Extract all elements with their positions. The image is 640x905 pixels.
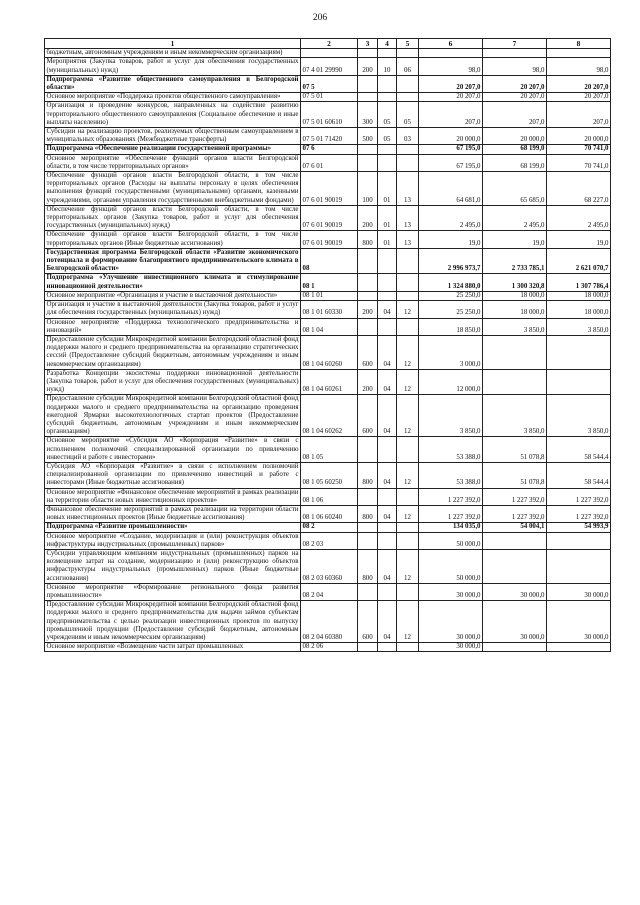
- row-expense-type-cell: [358, 248, 378, 274]
- row-amount-year1-cell: 19,0: [419, 231, 483, 248]
- row-name-cell: Предоставление субсидии Микрокредитной компании Белгородский областной фонд поддержки малого и среднего предпринимательства для выдачи займов субъектам предпринимательства с целью реализации инвестиционных проектов по выпуску промышленной продукции (Предоставление субсидий бюджетным, автономным учреждениям и иным некоммерческим организациям): [46, 601, 299, 642]
- row-section-cell: 01: [378, 205, 397, 231]
- row-code-cell: 07 5 01 60610: [301, 102, 358, 128]
- row-section-cell: [378, 488, 397, 505]
- table-row: [45, 172, 611, 206]
- table-row: [45, 301, 611, 318]
- row-amount-year3-cell: [547, 643, 611, 652]
- budget-table: [44, 38, 611, 652]
- row-name-cell: Субсидия АО «Корпорация «Развитие» в связи с исполнением полномочий специализированной организации по привлечению инвестиций и работе с инвесторами (Иные бюджетные ассигнования): [46, 462, 299, 487]
- row-code-cell: 08 1 01: [301, 291, 358, 300]
- row-amount-year1-cell: 50 000,0: [419, 549, 483, 583]
- row-code-cell: 08 1: [301, 274, 358, 291]
- row-amount-year2-cell: 54 004,1: [483, 523, 547, 532]
- table-row: [45, 549, 611, 583]
- row-code-cell: 08 1 05 60250: [301, 462, 358, 488]
- table-row: [45, 601, 611, 643]
- row-section-cell: [378, 49, 397, 58]
- table-row: [45, 248, 611, 274]
- row-section-cell: [378, 437, 397, 463]
- table-row: [45, 523, 611, 532]
- row-amount-year1-cell: 134 035,0: [419, 523, 483, 532]
- table-row: [45, 93, 611, 102]
- row-code-cell: 08 2 03: [301, 532, 358, 549]
- row-name-cell: Субсидии управляющим компаниям индустриальных (промышленных) парков на возмещение затрат на создание, модернизацию и (или) реконструкцию объектов инфраструктуры индустриальных (промышленных) парков (Иные бюджетные ассигнования): [46, 549, 299, 582]
- table-header-row: [45, 39, 611, 49]
- table-row: [45, 583, 611, 600]
- row-section-cell: 04: [378, 601, 397, 643]
- row-amount-year1-cell: 30 000,0: [419, 643, 483, 652]
- row-name-cell: Подпрограмма «Улучшение инвестиционного климата и стимулирование инновационной деятельности»: [46, 274, 299, 290]
- row-section-cell: [378, 274, 397, 291]
- row-subsection-cell: 12: [397, 549, 419, 583]
- row-expense-type-cell: [358, 318, 378, 335]
- row-amount-year1-cell: [419, 49, 483, 58]
- row-code-cell: 08 1 06 60240: [301, 505, 358, 522]
- row-name-cell: Государственная программа Белгородской области «Развитие экономического потенциала и формирование благоприятного предпринимательского климата в Белгородской области»: [46, 248, 299, 273]
- row-amount-year3-cell: 1 307 786,4: [547, 274, 611, 291]
- row-amount-year3-cell: 54 993,9: [547, 523, 611, 532]
- row-amount-year2-cell: 20 000,0: [483, 128, 547, 145]
- row-amount-year2-cell: 2 733 785,1: [483, 248, 547, 274]
- row-amount-year2-cell: [483, 549, 547, 583]
- row-section-cell: 10: [378, 58, 397, 75]
- row-expense-type-cell: [358, 291, 378, 300]
- row-amount-year1-cell: 2 996 973,7: [419, 248, 483, 274]
- row-subsection-cell: 13: [397, 172, 419, 206]
- row-amount-year1-cell: 20 207,0: [419, 93, 483, 102]
- row-expense-type-cell: [358, 532, 378, 549]
- row-amount-year3-cell: 20 207,0: [547, 93, 611, 102]
- row-section-cell: [378, 75, 397, 92]
- row-amount-year2-cell: 68 199,0: [483, 145, 547, 154]
- row-code-cell: [301, 49, 358, 58]
- table-row: [45, 505, 611, 522]
- table-row: [45, 643, 611, 652]
- row-expense-type-cell: 500: [358, 128, 378, 145]
- table-row: [45, 145, 611, 154]
- row-subsection-cell: 12: [397, 335, 419, 369]
- row-expense-type-cell: [358, 583, 378, 600]
- row-expense-type-cell: 100: [358, 172, 378, 206]
- row-amount-year2-cell: 1 227 392,0: [483, 488, 547, 505]
- row-subsection-cell: [397, 437, 419, 463]
- row-amount-year3-cell: 2 495,0: [547, 205, 611, 231]
- row-code-cell: 08 2: [301, 523, 358, 532]
- row-amount-year2-cell: 1 300 320,8: [483, 274, 547, 291]
- row-section-cell: 01: [378, 172, 397, 206]
- row-section-cell: [378, 318, 397, 335]
- row-expense-type-cell: [358, 437, 378, 463]
- row-amount-year3-cell: 3 850,0: [547, 318, 611, 335]
- row-amount-year3-cell: [547, 549, 611, 583]
- table-row: [45, 369, 611, 395]
- row-amount-year2-cell: 30 000,0: [483, 583, 547, 600]
- row-name-cell: Предоставление субсидии Микрокредитной компании Белгородский областной фонд поддержки малого и среднего предпринимательства на организацию стратегических сессий (Предоставление субсидий бюджетным, автономным учреждениям и иным некоммерческим организациям): [46, 335, 299, 368]
- row-section-cell: 04: [378, 369, 397, 395]
- row-section-cell: [378, 248, 397, 274]
- row-amount-year1-cell: 67 195,0: [419, 145, 483, 154]
- row-name-cell: Подпрограмма «Развитие промышленности»: [45, 523, 301, 532]
- row-amount-year3-cell: 58 544,4: [547, 437, 611, 463]
- row-amount-year2-cell: 51 078,8: [483, 462, 547, 488]
- row-code-cell: 08 1 04: [301, 318, 358, 335]
- column-header: 7: [483, 39, 547, 49]
- row-expense-type-cell: 800: [358, 505, 378, 522]
- table-row: [45, 128, 611, 145]
- row-code-cell: 07 4 01 29990: [301, 58, 358, 75]
- row-amount-year1-cell: 30 000,0: [419, 601, 483, 643]
- column-header: 6: [419, 39, 483, 49]
- row-name-cell: Субсидии на реализацию проектов, реализуемых общественным самоуправлением в муниципальных образованиях (Межбюджетные трансферты): [46, 128, 299, 144]
- row-expense-type-cell: 200: [358, 369, 378, 395]
- row-amount-year3-cell: [547, 335, 611, 369]
- row-amount-year1-cell: 98,0: [419, 58, 483, 75]
- row-expense-type-cell: [358, 75, 378, 92]
- row-amount-year1-cell: 20 000,0: [419, 128, 483, 145]
- row-name-cell: Основное мероприятие «Обеспечение функций органов власти Белгородской области, в том числе территориальных органов»: [46, 154, 299, 170]
- row-expense-type-cell: 600: [358, 395, 378, 437]
- row-name-cell: Подпрограмма «Развитие общественного самоуправления в Белгородской области»: [46, 75, 299, 92]
- row-subsection-cell: [397, 145, 419, 154]
- row-amount-year1-cell: 25 250,0: [419, 301, 483, 318]
- row-subsection-cell: 12: [397, 505, 419, 522]
- row-amount-year1-cell: 1 227 392,0: [419, 488, 483, 505]
- row-amount-year2-cell: 18 000,0: [483, 301, 547, 318]
- column-header: 3: [358, 39, 378, 49]
- row-subsection-cell: 12: [397, 601, 419, 643]
- row-amount-year1-cell: 207,0: [419, 102, 483, 128]
- row-expense-type-cell: [358, 93, 378, 102]
- row-subsection-cell: 12: [397, 301, 419, 318]
- row-code-cell: 08 1 04 60261: [301, 369, 358, 395]
- row-code-cell: 07 5 01: [301, 93, 358, 102]
- row-section-cell: 04: [378, 549, 397, 583]
- row-code-cell: 08 2 04: [301, 583, 358, 600]
- row-amount-year3-cell: [547, 532, 611, 549]
- row-amount-year1-cell: 2 495,0: [419, 205, 483, 231]
- row-section-cell: [378, 291, 397, 300]
- row-amount-year2-cell: 1 227 392,0: [483, 505, 547, 522]
- table-row: [45, 291, 611, 300]
- row-name-cell: Основное мероприятие «Поддержка проектов общественного самоуправления»: [45, 93, 301, 102]
- row-expense-type-cell: [358, 643, 378, 652]
- table-row: [45, 488, 611, 505]
- row-section-cell: 04: [378, 395, 397, 437]
- row-name-cell: Подпрограмма «Обеспечение реализации государственной программы»: [45, 145, 301, 154]
- row-amount-year3-cell: 1 227 392,0: [547, 488, 611, 505]
- row-amount-year2-cell: 3 850,0: [483, 318, 547, 335]
- row-subsection-cell: [397, 523, 419, 532]
- row-amount-year3-cell: 18 000,0: [547, 301, 611, 318]
- row-code-cell: 08 1 01 60330: [301, 301, 358, 318]
- table-row: [45, 205, 611, 231]
- row-name-cell: Основное мероприятие «Организация и участие в выставочной деятельности»: [45, 291, 301, 300]
- row-name-cell: Основное мероприятие «Финансовое обеспечение мероприятий в рамках реализации на территории области новых инвестиционных проектов»: [46, 488, 299, 504]
- row-expense-type-cell: 600: [358, 335, 378, 369]
- row-amount-year1-cell: 3 850,0: [419, 395, 483, 437]
- table-row: [45, 462, 611, 488]
- row-expense-type-cell: [358, 154, 378, 171]
- table-row: [45, 154, 611, 171]
- row-subsection-cell: [397, 643, 419, 652]
- row-code-cell: 07 5 01 71420: [301, 128, 358, 145]
- row-subsection-cell: [397, 583, 419, 600]
- table-row: [45, 395, 611, 437]
- row-code-cell: 08 1 04 60260: [301, 335, 358, 369]
- table-row: [45, 318, 611, 335]
- row-subsection-cell: 03: [397, 128, 419, 145]
- row-code-cell: 07 5: [301, 75, 358, 92]
- row-amount-year3-cell: 70 741,0: [547, 145, 611, 154]
- table-row: [45, 75, 611, 92]
- row-amount-year3-cell: [547, 49, 611, 58]
- row-expense-type-cell: [358, 274, 378, 291]
- row-amount-year3-cell: 30 000,0: [547, 601, 611, 643]
- row-amount-year2-cell: 51 078,8: [483, 437, 547, 463]
- row-amount-year2-cell: 98,0: [483, 58, 547, 75]
- row-subsection-cell: [397, 49, 419, 58]
- row-name-cell: Основное мероприятие «Возмещение части затрат промышленных: [45, 643, 301, 652]
- table-row: [45, 231, 611, 248]
- row-code-cell: 07 6 01 90019: [301, 172, 358, 206]
- row-amount-year1-cell: 50 000,0: [419, 532, 483, 549]
- column-header: 1: [45, 39, 301, 49]
- row-amount-year2-cell: [483, 335, 547, 369]
- row-name-cell: Разработка Концепции экосистемы поддержки инновационной деятельности (Закупка товаров, работ и услуг для обеспечения государственных (муниципальных) нужд): [46, 369, 299, 394]
- row-subsection-cell: [397, 291, 419, 300]
- row-code-cell: 08 2 04 60380: [301, 601, 358, 643]
- row-section-cell: [378, 154, 397, 171]
- row-amount-year3-cell: [547, 369, 611, 395]
- row-code-cell: 08 2 06: [301, 643, 358, 652]
- column-header: 8: [547, 39, 611, 49]
- row-name-cell: Обеспечение функций органов власти Белгородской области, в том числе территориальных органов (Иные бюджетные ассигнования): [46, 231, 299, 247]
- row-section-cell: [378, 93, 397, 102]
- row-section-cell: [378, 523, 397, 532]
- row-amount-year1-cell: 1 324 880,0: [419, 274, 483, 291]
- row-amount-year2-cell: [483, 532, 547, 549]
- row-amount-year2-cell: 68 199,0: [483, 154, 547, 171]
- table-row: [45, 335, 611, 369]
- row-amount-year2-cell: 207,0: [483, 102, 547, 128]
- row-amount-year3-cell: 3 850,0: [547, 395, 611, 437]
- row-amount-year1-cell: 64 681,0: [419, 172, 483, 206]
- table-row: [45, 102, 611, 128]
- row-amount-year2-cell: 19,0: [483, 231, 547, 248]
- column-header: 2: [301, 39, 358, 49]
- row-name-cell: Основное мероприятие «Поддержка технологического предпринимательства и инноваций»: [46, 318, 299, 334]
- row-amount-year3-cell: 2 621 070,7: [547, 248, 611, 274]
- row-subsection-cell: 13: [397, 205, 419, 231]
- row-expense-type-cell: 600: [358, 601, 378, 643]
- row-subsection-cell: [397, 488, 419, 505]
- table-row: [45, 58, 611, 75]
- row-expense-type-cell: [358, 145, 378, 154]
- row-amount-year3-cell: 19,0: [547, 231, 611, 248]
- row-subsection-cell: 13: [397, 231, 419, 248]
- row-amount-year1-cell: 53 388,0: [419, 437, 483, 463]
- row-expense-type-cell: 200: [358, 301, 378, 318]
- row-section-cell: 04: [378, 462, 397, 488]
- row-section-cell: 04: [378, 335, 397, 369]
- row-subsection-cell: 12: [397, 462, 419, 488]
- table-body: [45, 49, 611, 652]
- row-subsection-cell: [397, 274, 419, 291]
- row-amount-year2-cell: 2 495,0: [483, 205, 547, 231]
- row-amount-year2-cell: 20 207,0: [483, 93, 547, 102]
- row-subsection-cell: [397, 75, 419, 92]
- row-expense-type-cell: 800: [358, 231, 378, 248]
- row-code-cell: 07 6 01 90019: [301, 231, 358, 248]
- row-amount-year2-cell: 30 000,0: [483, 601, 547, 643]
- row-amount-year1-cell: 53 388,0: [419, 462, 483, 488]
- row-expense-type-cell: 300: [358, 102, 378, 128]
- row-amount-year1-cell: 1 227 392,0: [419, 505, 483, 522]
- row-amount-year3-cell: 207,0: [547, 102, 611, 128]
- row-amount-year3-cell: 58 544,4: [547, 462, 611, 488]
- row-section-cell: [378, 583, 397, 600]
- row-section-cell: 05: [378, 128, 397, 145]
- row-amount-year2-cell: [483, 643, 547, 652]
- row-amount-year3-cell: 18 000,0: [547, 291, 611, 300]
- row-code-cell: 08: [301, 248, 358, 274]
- row-subsection-cell: 12: [397, 369, 419, 395]
- row-section-cell: [378, 532, 397, 549]
- row-name-cell: Организация и проведение конкурсов, направленных на содействие развитию территориального общественного самоуправления (Социальное обеспечение и иные выплаты населению): [46, 102, 299, 126]
- row-amount-year3-cell: 98,0: [547, 58, 611, 75]
- row-subsection-cell: 06: [397, 58, 419, 75]
- row-subsection-cell: [397, 532, 419, 549]
- table-row: [45, 437, 611, 463]
- row-amount-year2-cell: [483, 49, 547, 58]
- row-name-cell: Финансовое обеспечение мероприятий в рамках реализации на территории области новых инвестиционных проектов (Иные бюджетные ассигнования): [46, 505, 299, 522]
- table-row: [45, 49, 611, 58]
- row-section-cell: 04: [378, 505, 397, 522]
- row-subsection-cell: 12: [397, 395, 419, 437]
- row-amount-year3-cell: 70 741,0: [547, 154, 611, 171]
- row-code-cell: 08 1 06: [301, 488, 358, 505]
- row-amount-year2-cell: 3 850,0: [483, 395, 547, 437]
- row-name-cell: Обеспечение функций органов власти Белгородской области, в том числе территориальных органов (Закупка товаров, работ и услуг для обеспечения государственных (муниципальных) нужд): [46, 205, 299, 230]
- row-subsection-cell: [397, 248, 419, 274]
- row-section-cell: 05: [378, 102, 397, 128]
- column-header: 5: [397, 39, 419, 49]
- row-amount-year1-cell: 18 850,0: [419, 318, 483, 335]
- row-expense-type-cell: 200: [358, 58, 378, 75]
- row-name-cell: бюджетным, автономным учреждениям и иным некоммерческим организациям): [45, 49, 301, 58]
- row-name-cell: Основное мероприятие «Создание, модернизация и (или) реконструкция объектов инфраструктуры индустриальных (промышленных) парков»: [46, 532, 299, 548]
- row-code-cell: 08 1 04 60262: [301, 395, 358, 437]
- row-expense-type-cell: 200: [358, 205, 378, 231]
- row-expense-type-cell: 800: [358, 462, 378, 488]
- row-amount-year2-cell: [483, 369, 547, 395]
- row-amount-year1-cell: 12 000,0: [419, 369, 483, 395]
- row-amount-year2-cell: 18 000,0: [483, 291, 547, 300]
- row-name-cell: Основное мероприятие «Субсидия АО «Корпорация «Развитие» в связи с исполнением полномочий специализированной организации по привлечению инвестиций и работе с инвесторами»: [46, 437, 299, 461]
- row-amount-year1-cell: 3 000,0: [419, 335, 483, 369]
- row-amount-year1-cell: 25 250,0: [419, 291, 483, 300]
- page-number: 206: [312, 13, 328, 23]
- row-subsection-cell: 05: [397, 102, 419, 128]
- row-amount-year3-cell: 30 000,0: [547, 583, 611, 600]
- row-expense-type-cell: [358, 49, 378, 58]
- row-name-cell: Организация и участие в выставочной деятельности (Закупка товаров, работ и услуг для обеспечения государственных (муниципальных) нужд): [46, 301, 299, 317]
- table-row: [45, 274, 611, 291]
- row-amount-year2-cell: 20 207,0: [483, 75, 547, 92]
- row-amount-year3-cell: 1 227 392,0: [547, 505, 611, 522]
- row-section-cell: [378, 643, 397, 652]
- row-amount-year2-cell: 65 685,0: [483, 172, 547, 206]
- row-expense-type-cell: 800: [358, 549, 378, 583]
- table-row: [45, 532, 611, 549]
- row-amount-year1-cell: 30 000,0: [419, 583, 483, 600]
- row-amount-year3-cell: 20 207,0: [547, 75, 611, 92]
- row-subsection-cell: [397, 154, 419, 171]
- row-subsection-cell: [397, 93, 419, 102]
- row-code-cell: 07 6: [301, 145, 358, 154]
- row-code-cell: 07 6 01: [301, 154, 358, 171]
- row-name-cell: Предоставление субсидии Микрокредитной компании Белгородский областной фонд поддержки малого и среднего предпринимательства на организацию проведения ежегодной Ярмарки высокотехнологичных стартап проектов (Предоставление субсидий бюджетным, автономным учреждениям и иным некоммерческим организациям): [46, 395, 299, 436]
- row-section-cell: 01: [378, 231, 397, 248]
- row-section-cell: [378, 145, 397, 154]
- row-amount-year1-cell: 67 195,0: [419, 154, 483, 171]
- row-expense-type-cell: [358, 523, 378, 532]
- row-amount-year1-cell: 20 207,0: [419, 75, 483, 92]
- row-name-cell: Мероприятия (Закупка товаров, работ и услуг для обеспечения государственных (муниципальных) нужд): [46, 58, 299, 74]
- row-code-cell: 08 1 05: [301, 437, 358, 463]
- row-name-cell: Обеспечение функций органов власти Белгородской области, в том числе территориальных органов (Расходы на выплаты персоналу в целях обеспечения выполнения функций государственными (муниципальными) органами, казенными учреждениями, органами управления государственными внебюджетными фондами): [46, 172, 299, 204]
- row-subsection-cell: [397, 318, 419, 335]
- column-header: 4: [378, 39, 397, 49]
- row-name-cell: Основное мероприятие «Формирование регионального фонда развития промышленности»: [46, 583, 299, 599]
- row-code-cell: 08 2 03 60360: [301, 549, 358, 583]
- row-code-cell: 07 6 01 90019: [301, 205, 358, 231]
- row-section-cell: 04: [378, 301, 397, 318]
- row-amount-year3-cell: 68 227,0: [547, 172, 611, 206]
- row-amount-year3-cell: 20 000,0: [547, 128, 611, 145]
- row-expense-type-cell: [358, 488, 378, 505]
